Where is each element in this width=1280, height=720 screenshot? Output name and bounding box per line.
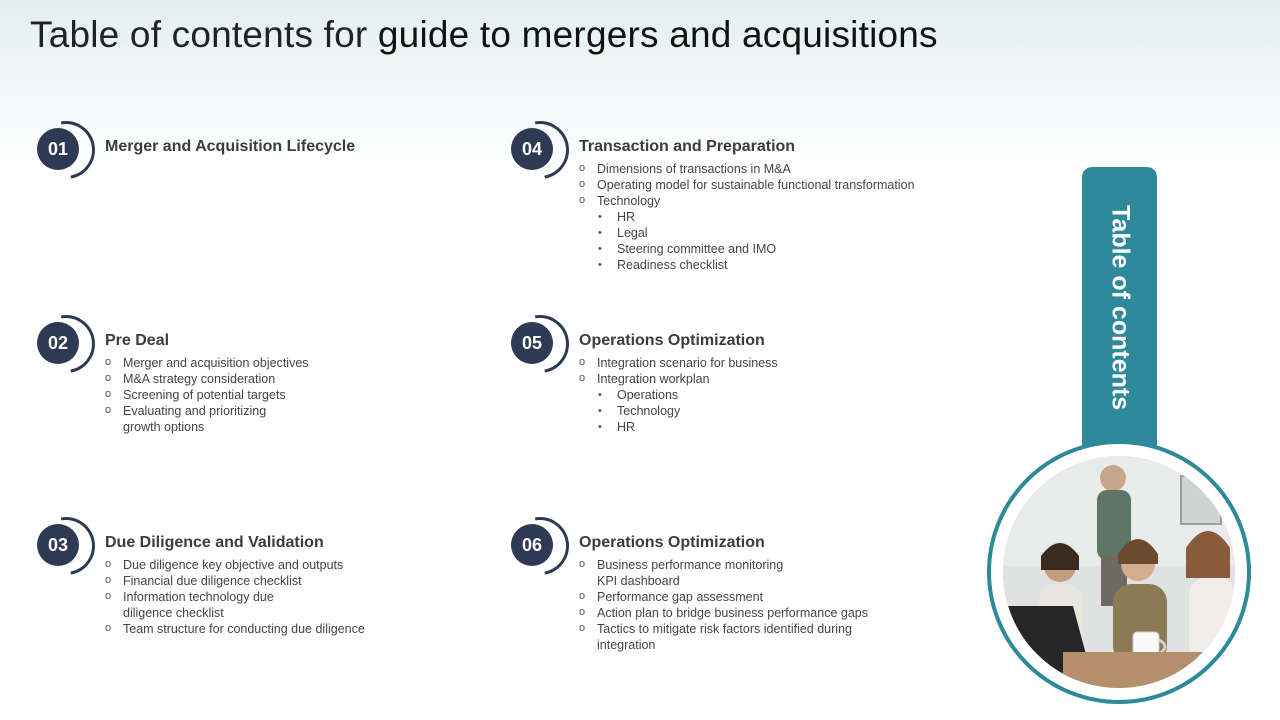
side-tab-label: Table of contents — [1106, 205, 1134, 411]
list-item: o Merger and acquisition objectives — [105, 355, 309, 371]
section-heading: Transaction and Preparation — [579, 138, 796, 155]
section-heading: Merger and Acquisition Lifecycle — [105, 138, 356, 155]
number-badge — [37, 517, 93, 573]
team-photo — [1003, 456, 1235, 688]
sub-list-item: • HR — [579, 419, 778, 435]
number-badge — [511, 517, 567, 573]
sub-list-item: • Technology — [579, 403, 778, 419]
list-item: o Screening of potential targets — [105, 387, 309, 403]
list-item-continuation: KPI dashboard — [597, 574, 680, 588]
list-item-continuation: growth options — [123, 420, 205, 434]
number-badge — [37, 315, 93, 371]
badge-number: 01 — [37, 128, 79, 170]
sub-list-item: • Operations — [579, 387, 778, 403]
list-item: o Tactics to mitigate risk factors identified during — [579, 621, 868, 637]
badge-number: 04 — [511, 128, 553, 170]
section-items — [579, 557, 868, 653]
sub-list-item: • Legal — [579, 225, 915, 241]
list-item: o Business performance monitoring — [579, 557, 868, 573]
list-item: o Technology — [579, 193, 915, 209]
list-item: o Action plan to bridge business performance gaps — [579, 605, 868, 621]
section-items — [579, 161, 915, 273]
sub-list-item: • Readiness checklist — [579, 257, 915, 273]
list-item: o Integration scenario for business — [579, 355, 778, 371]
list-item: o Due diligence key objective and outputs — [105, 557, 365, 573]
badge-number: 02 — [37, 322, 79, 364]
section-items — [105, 355, 309, 435]
list-item: o Information technology due — [105, 589, 365, 605]
badge-number: 05 — [511, 322, 553, 364]
title-part-2: guide to mergers and acquisitions — [377, 14, 938, 55]
side-tab — [1082, 167, 1157, 467]
photo-frame — [987, 440, 1251, 704]
list-item: o Financial due diligence checklist — [105, 573, 365, 589]
list-item: o Dimensions of transactions in M&A — [579, 161, 915, 177]
section-heading: Operations Optimization — [579, 534, 765, 551]
team-photo-illustration — [1003, 456, 1235, 688]
list-item: o Integration workplan — [579, 371, 778, 387]
section-heading: Due Diligence and Validation — [105, 534, 324, 551]
sub-list-item: • Steering committee and IMO — [579, 241, 915, 257]
list-item: o Operating model for sustainable functional transformation — [579, 177, 915, 193]
title-part-1: Table of contents for — [30, 14, 378, 55]
list-item: o Performance gap assessment — [579, 589, 868, 605]
badge-number: 03 — [37, 524, 79, 566]
list-item-continuation: diligence checklist — [123, 606, 224, 620]
list-item: o Evaluating and prioritizing — [105, 403, 309, 419]
section-items — [579, 355, 778, 435]
number-badge — [37, 121, 93, 177]
section-heading: Pre Deal — [105, 332, 170, 349]
number-badge — [511, 121, 567, 177]
badge-number: 06 — [511, 524, 553, 566]
page-title — [30, 14, 938, 56]
section-heading: Operations Optimization — [579, 332, 765, 349]
section-items — [105, 557, 365, 637]
list-item-continuation: integration — [597, 638, 656, 652]
sub-list-item: • HR — [579, 209, 915, 225]
list-item: o Team structure for conducting due diligence — [105, 621, 365, 637]
list-item: o M&A strategy consideration — [105, 371, 309, 387]
number-badge — [511, 315, 567, 371]
